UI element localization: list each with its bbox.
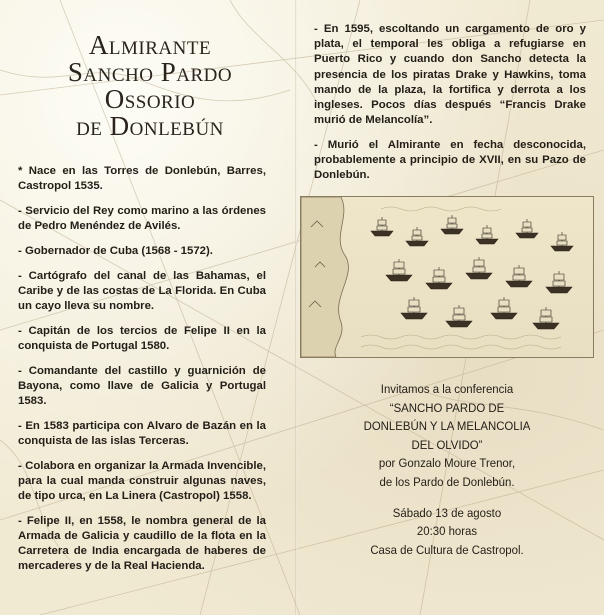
event-date: Sábado 13 de agosto [392,505,502,520]
event-venue: Casa de Cultura de Castropol. [370,542,524,557]
bio-entry-birth: * Nace en las Torres de Donlebún, Barres, Castropol 1535. [18,165,266,193]
invite-intro: Invitamos a la conferencia [380,382,514,396]
talk-title-line: DEL OLVIDO” [411,437,483,452]
bio-entry-death: - Murió el Almirante en fecha desconocida, probablemente a principio de XVII, en su Pazo de Donlebún. [314,138,586,182]
title-line: Almirante [88,30,212,60]
bio-entry-armada: - Colabora en organizar la Armada Invencible, para la cual manda construir algunas naves, de tipo urca, en La Linera (Castropol) 1558. [18,459,266,502]
speaker-family: de los Pardo de Donlebún. [379,474,515,489]
bio-entry-governor: - Gobernador de Cuba (1568 - 1572). [18,244,213,257]
title-line: Sancho Pardo [67,57,233,87]
bio-entry-portugal: - Capitán de los tercios de Felipe II en la conquista de Portugal 1580. [18,324,266,352]
bio-entry-cartographer: - Cartógrafo del canal de las Bahamas, el Caribe y de las costas de La Florida. En Cuba un cayo lleva su nombre. [18,269,266,312]
bio-entry-service: - Servicio del Rey como marino a las órdenes de Pedro Menéndez de Avilés. [18,204,266,233]
talk-title-line: DONLEBÚN Y LA MELANCOLIA [363,419,531,434]
talk-title-line: “SANCHO PARDO DE [389,400,505,415]
biography-left-column [18,164,266,584]
galleons-drawing [301,197,593,357]
page-title [30,32,270,140]
conference-invitation [323,380,571,559]
bio-entry-terceras: - En 1583 participa con Alvaro de Bazán en la conquista de las islas Terceras. [18,419,266,447]
bio-entry-bayona: - Comandante del castillo y guarnición de Bayona, como llave de Galicia y Portugal 1583. [18,364,266,407]
bio-entry-puerto-rico: - En 1595, escoltando un cargamento de oro y plata, el temporal les obliga a refugiarse en Puerto Rico y cuando don Sancho detecta la presencia de los piratas Drake y Hawkins, toma mando de la plaza, la fortifica y derrota a los ingleses. Pocos días después “Francis Drake murió de Melancolía”. [314,23,586,127]
fold-crease [295,0,297,615]
title-line: de Donlebún [76,111,224,141]
title-line: Ossorio [104,84,196,114]
speaker-name: por Gonzalo Moure Trenor, [378,456,516,471]
event-time: 20:30 horas [416,524,478,539]
spacer [323,492,571,504]
fleet-illustration [300,196,594,358]
bio-entry-general: - Felipe II, en 1558, le nombra general de la Armada de Galicia y caudillo de la flota en la Carretera de India encargada de haberes de mercaderes y de la Real Hacienda. [18,514,266,573]
biography-right-column [314,22,586,193]
